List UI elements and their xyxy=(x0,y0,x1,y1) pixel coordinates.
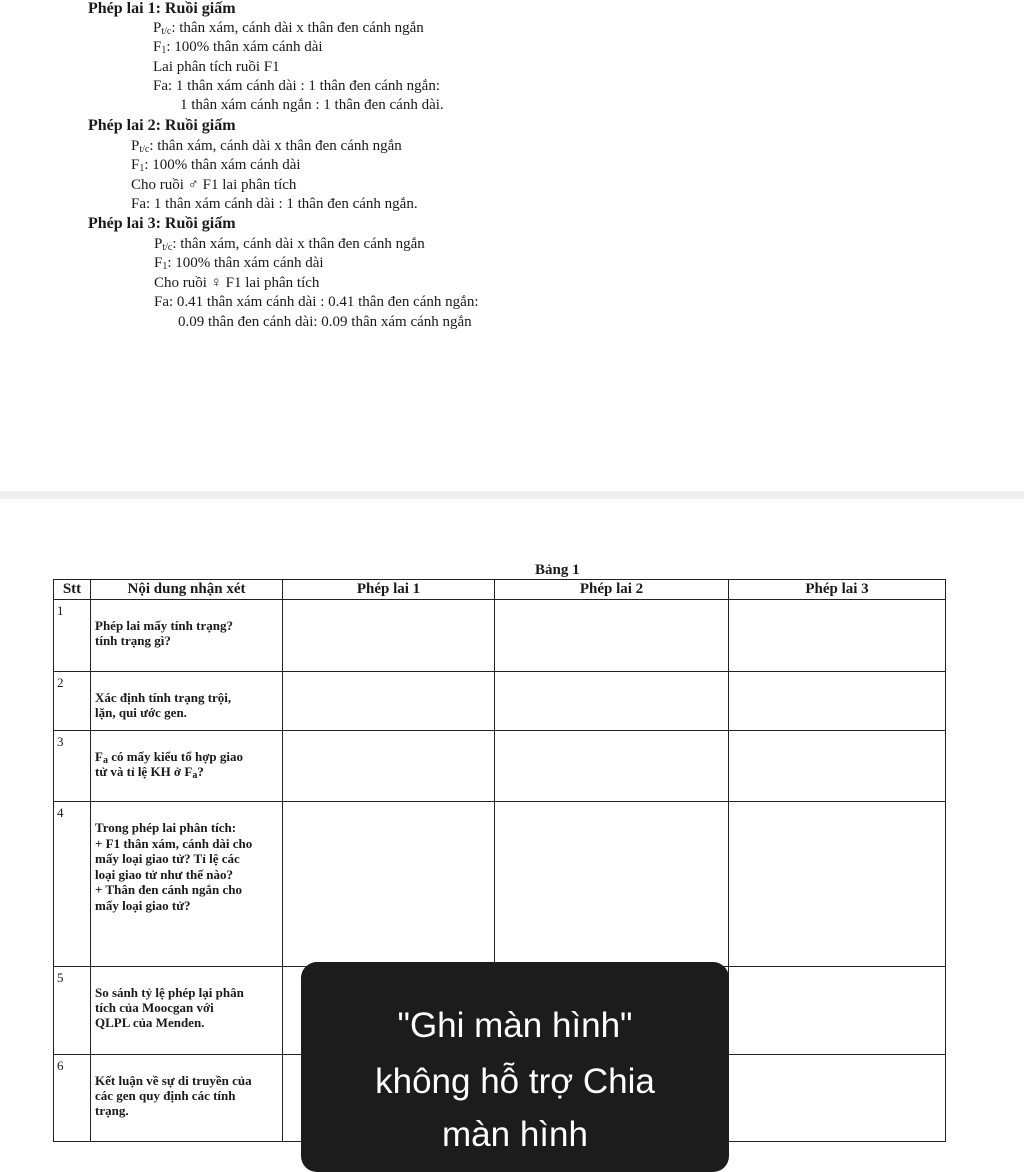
cross3-fa-line2: 0.09 thân đen cánh dài: 0.09 thân xám cánh ngắn xyxy=(178,314,472,330)
row-content-line: tích của Moocgan với xyxy=(95,1000,214,1015)
cross2-f1-sub: 1 xyxy=(139,163,145,174)
row-stt: 6 xyxy=(54,1055,91,1142)
header-cross1: Phép lai 1 xyxy=(283,580,495,600)
cell-cross3[interactable] xyxy=(729,1055,946,1142)
table-row xyxy=(54,731,946,802)
cell-cross3[interactable] xyxy=(729,672,946,731)
cross3-f1-sub: 1 xyxy=(162,261,168,272)
cross1-f1-sub: 1 xyxy=(161,45,167,56)
row-stt: 4 xyxy=(54,802,91,967)
row-content-text: có mấy kiểu tổ hợp giao xyxy=(107,749,243,764)
row-content-line: các gen quy định các tính xyxy=(95,1088,236,1103)
cross3-title: Phép lai 3: Ruồi giấm xyxy=(88,215,236,232)
cross1-test-cross: Lai phân tích ruồi F1 xyxy=(153,59,280,75)
row-content xyxy=(91,672,283,731)
cross2-test-cross: Cho ruồi ♂ F1 lai phân tích xyxy=(131,177,297,193)
table-row xyxy=(54,802,946,967)
cross1-fa-line1: Fa: 1 thân xám cánh dài : 1 thân đen cánh ngắn: xyxy=(153,78,440,94)
header-content: Nội dung nhận xét xyxy=(91,580,283,600)
cross3-p-text: : thân xám, cánh dài x thân đen cánh ngắn xyxy=(172,236,425,252)
cell-cross2[interactable] xyxy=(495,600,729,672)
cell-cross1[interactable] xyxy=(283,731,495,802)
cross2-f1: $F_1$: 100% thân xám cánh dài xyxy=(131,157,301,174)
table-row xyxy=(54,672,946,731)
notice-line-2: không hỗ trợ Chia xyxy=(375,1062,655,1101)
cell-cross1[interactable] xyxy=(283,600,495,672)
table-row xyxy=(54,600,946,672)
row-content-line xyxy=(95,764,278,779)
row-content xyxy=(91,967,283,1055)
page-divider xyxy=(0,491,1024,499)
cell-cross2[interactable] xyxy=(495,672,729,731)
notice-line-1: "Ghi màn hình" xyxy=(397,1006,633,1045)
notice-line-3: màn hình xyxy=(442,1115,588,1154)
cross2-title: Phép lai 2: Ruồi giấm xyxy=(88,117,236,134)
row-content-line: tính trạng gì? xyxy=(95,633,171,648)
cell-cross3[interactable] xyxy=(729,802,946,967)
cross3-fa-line1: Fa: 0.41 thân xám cánh dài : 0.41 thân đen cánh ngắn: xyxy=(154,294,479,310)
row-content-line: Phép lai mấy tính trạng? xyxy=(95,618,233,633)
row-content-line: So sánh tỷ lệ phép lại phân xyxy=(95,985,244,1000)
header-stt: Stt xyxy=(54,580,91,600)
row-content-line: Trong phép lai phân tích: xyxy=(95,820,237,835)
row-stt: 5 xyxy=(54,967,91,1055)
row-content-line: loại giao tử như thế nào? xyxy=(95,866,234,882)
row-stt: 3 xyxy=(54,731,91,802)
row-content-line: Kết luận về sự di truyền của xyxy=(95,1073,252,1088)
row-content-line: QLPL của Menden. xyxy=(95,1015,205,1030)
row-content xyxy=(91,731,283,802)
row-content-text: ? xyxy=(197,764,204,779)
screen-record-notice xyxy=(301,962,729,1172)
cross2-p-text: : thân xám, cánh dài x thân đen cánh ngắn xyxy=(149,138,402,154)
cross2-fa-line1: Fa: 1 thân xám cánh dài : 1 thân đen cánh ngắn. xyxy=(131,196,418,212)
row-content xyxy=(91,802,283,967)
row-content-text: tử và tỉ lệ KH ở F xyxy=(95,764,193,779)
cell-cross3[interactable] xyxy=(729,731,946,802)
cross2-f1-text: : 100% thân xám cánh dài xyxy=(144,157,301,173)
cross3-parents: $P_{t/c}$: thân xám, cánh dài x thân đen cánh ngắn xyxy=(154,236,425,253)
subscript-a: a xyxy=(192,770,198,781)
row-content-line: mấy loại giao tử? xyxy=(95,897,191,913)
subscript-a: a xyxy=(102,755,108,766)
cross1-parents: $P_{t/c}$: thân xám, cánh dài x thân đen cánh ngắn xyxy=(153,20,424,37)
cross1-fa-line2: 1 thân xám cánh ngắn : 1 thân đen cánh dài. xyxy=(180,97,444,113)
cell-cross2[interactable] xyxy=(495,802,729,967)
cross3-test-cross: Cho ruồi ♀ F1 lai phân tích xyxy=(154,275,320,291)
row-content xyxy=(91,1055,283,1142)
cross1-f1: $F_1$: 100% thân xám cánh dài xyxy=(153,39,323,56)
cross3-f1: $F_1$: 100% thân xám cánh dài xyxy=(154,255,324,272)
cross3-p-sub: t/c xyxy=(162,242,173,253)
row-content-line: trạng. xyxy=(95,1103,129,1118)
table-header-row xyxy=(54,580,946,600)
cross1-p-text: : thân xám, cánh dài x thân đen cánh ngắn xyxy=(171,20,424,36)
row-content-line: Xác định tính trạng trội, xyxy=(95,690,232,705)
cross2-parents: $P_{t/c}$: thân xám, cánh dài x thân đen cánh ngắn xyxy=(131,138,402,155)
cell-cross2[interactable] xyxy=(495,731,729,802)
row-stt: 2 xyxy=(54,672,91,731)
row-content-line: + F1 thân xám, cánh dài cho xyxy=(95,835,253,851)
cell-cross1[interactable] xyxy=(283,802,495,967)
cell-cross3[interactable] xyxy=(729,967,946,1055)
row-content-line: $F_a$ có mấy kiểu tổ hợp giao xyxy=(95,749,243,766)
table-caption: Bảng 1 xyxy=(535,562,580,578)
cell-cross1[interactable] xyxy=(283,672,495,731)
cross1-f1-text: : 100% thân xám cánh dài xyxy=(166,39,323,55)
row-content-line: + Thân đen cánh ngắn cho xyxy=(95,882,242,897)
row-content-line: lặn, qui ước gen. xyxy=(95,705,187,720)
cell-cross3[interactable] xyxy=(729,600,946,672)
row-content-line: mấy loại giao tử? Tỉ lệ các xyxy=(95,851,240,866)
cross1-title: Phép lai 1: Ruồi giấm xyxy=(88,0,236,17)
cross2-p-sub: t/c xyxy=(139,144,150,155)
header-cross3: Phép lai 3 xyxy=(729,580,946,600)
row-stt: 1 xyxy=(54,600,91,672)
cross3-f1-text: : 100% thân xám cánh dài xyxy=(167,255,324,271)
cross1-p-sub: t/c xyxy=(161,26,172,37)
row-content xyxy=(91,600,283,672)
header-cross2: Phép lai 2 xyxy=(495,580,729,600)
